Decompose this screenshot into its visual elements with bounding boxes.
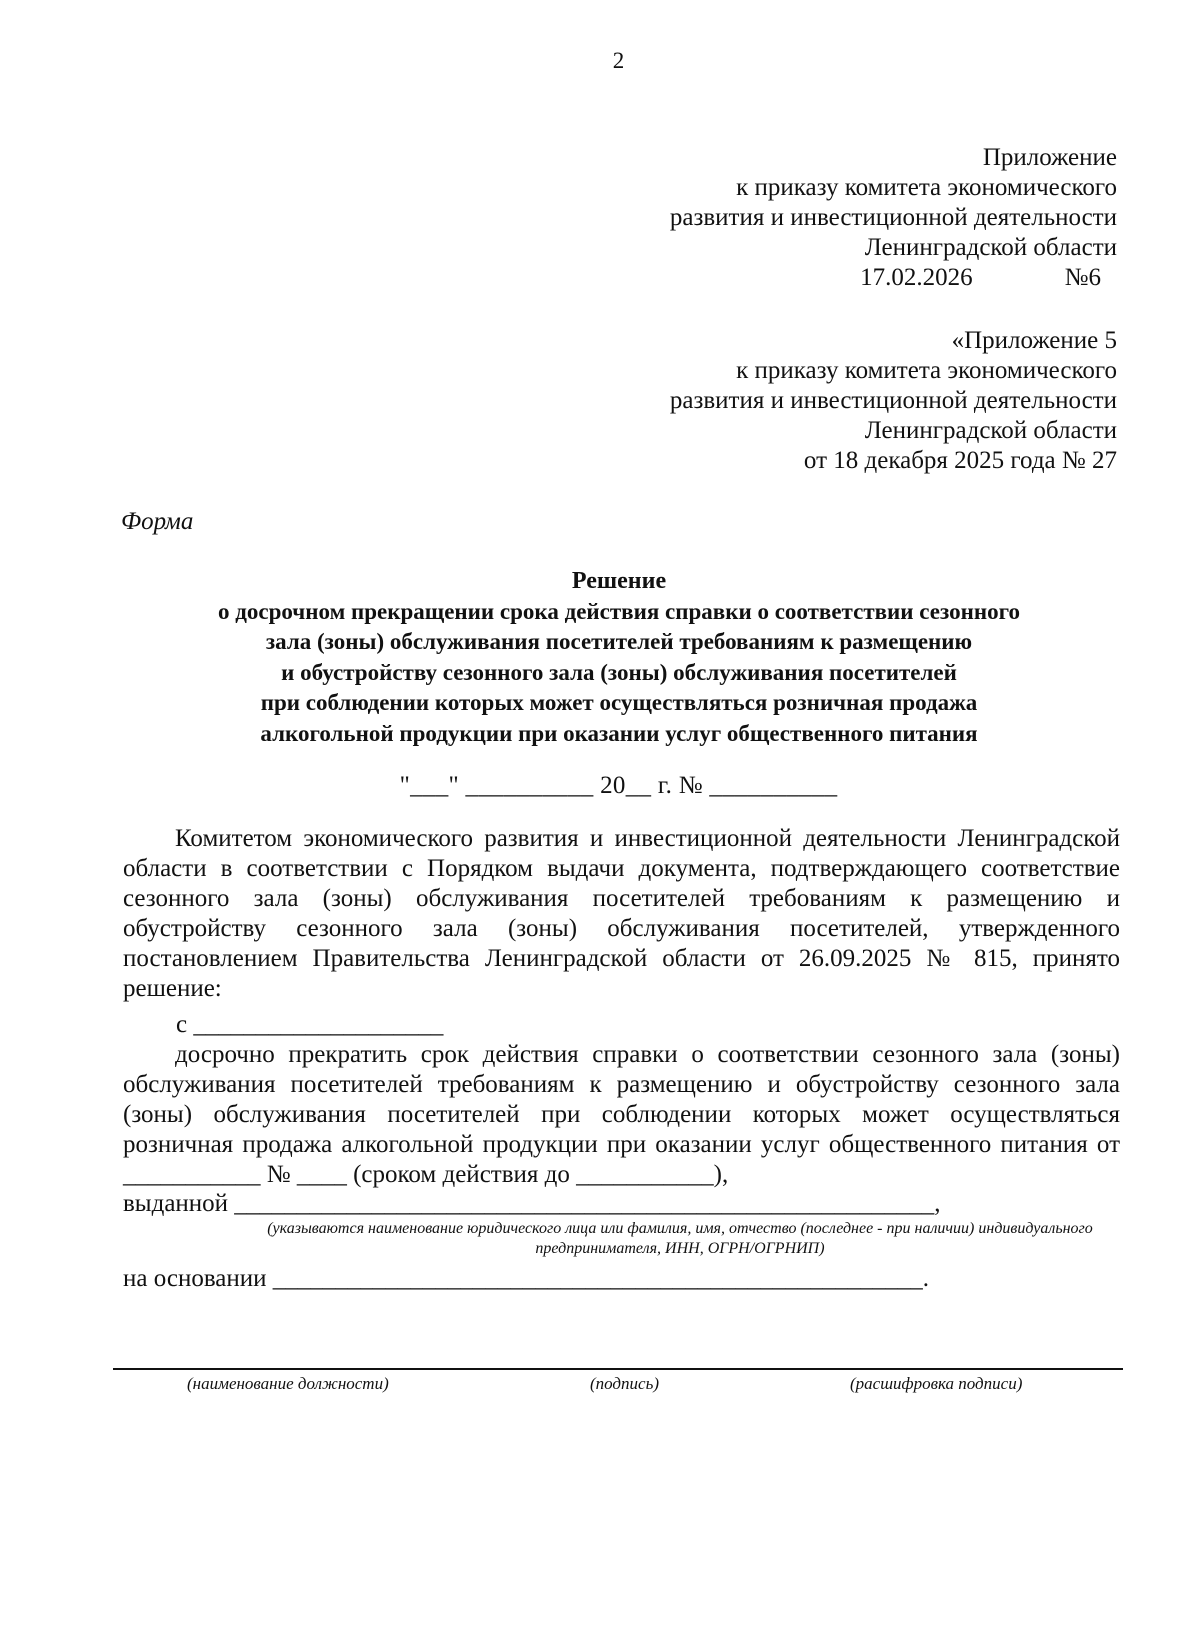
- title-line: о досрочном прекращении срока действия справки о соответствии сезонного: [218, 598, 1020, 624]
- title-main: Решение: [571, 568, 667, 594]
- appendix-previous-line: к приказу комитета экономического: [736, 357, 1117, 384]
- basis-line: на основании ____________________________________________________.: [123, 1265, 930, 1292]
- caption-position: (наименование должности): [187, 1374, 389, 1393]
- signature-rule: [113, 1368, 1123, 1370]
- title-line: алкогольной продукции при оказании услуг общественного питания: [260, 720, 978, 746]
- document-title: [110, 566, 1128, 749]
- page-number: 2: [612, 48, 625, 73]
- title-line: при соблюдении которых может осуществляться розничная продажа: [260, 690, 978, 715]
- appendix-current-line: развития и инвестиционной деятельности: [669, 204, 1117, 231]
- issued-to-line: выданной ________________________________________________________,: [123, 1190, 941, 1217]
- appendix-date-number-row: [670, 263, 1117, 293]
- appendix-number: №6: [1064, 264, 1101, 291]
- title-line: и обустройству сезонного зала (зоны) обслуживания посетителей: [281, 659, 957, 685]
- paragraph-committee-decision: Комитетом экономического развития и инвестиционной деятельности Ленинградской области в соответствии с Порядком выдачи документа, подтверждающего соответствие сезонного зала (зоны) обслуживания посетителей требованиям к размещению и обустройству сезонного зала (зоны) обслуживания посетителей, утвержденного постановлением Правительства Ленинградской области от 26.09.2025 № 815, принято решение:: [123, 825, 1120, 1002]
- paragraph-terminate-certificate: досрочно прекратить срок действия справки о соответствии сезонного зала (зоны) обслуживания посетителей требованиям к размещению и обустройству сезонного зала (зоны) обслуживания посетителей при соблюдении которых может осуществляться розничная продажа алкогольной продукции при оказании услуг общественного питания от ___________ № ____ (сроком действия до ___________),: [123, 1041, 1120, 1188]
- appendix-previous-line: от 18 декабря 2025 года № 27: [803, 447, 1117, 474]
- appendix-current-line: Приложение: [982, 144, 1117, 171]
- appendix-current-block: [670, 143, 1117, 293]
- appendix-previous-block: [670, 326, 1117, 476]
- issued-to-note: (указываются наименование юридического лица или фамилия, имя, отчество (последнее - при наличии) индивидуального предпринимателя, ИНН, ОГРН/ОГРНИП): [267, 1220, 1093, 1257]
- appendix-date: 17.02.2026: [860, 264, 973, 291]
- appendix-previous-line: «Приложение 5: [951, 327, 1117, 354]
- appendix-previous-line: развития и инвестиционной деятельности: [669, 387, 1117, 414]
- appendix-current-line: к приказу комитета экономического: [736, 174, 1117, 201]
- decision-date-number-line: "___" __________ 20__ г. № __________: [399, 772, 838, 799]
- form-label: Форма: [121, 508, 194, 535]
- caption-decoding: (расшифровка подписи): [850, 1374, 1023, 1393]
- effective-from-line: с ____________________: [176, 1011, 444, 1038]
- appendix-current-line: Ленинградской области: [864, 234, 1117, 261]
- title-line: зала (зоны) обслуживания посетителей требованиям к размещению: [265, 629, 973, 654]
- appendix-previous-line: Ленинградской области: [864, 417, 1117, 444]
- caption-signature: (подпись): [590, 1374, 659, 1393]
